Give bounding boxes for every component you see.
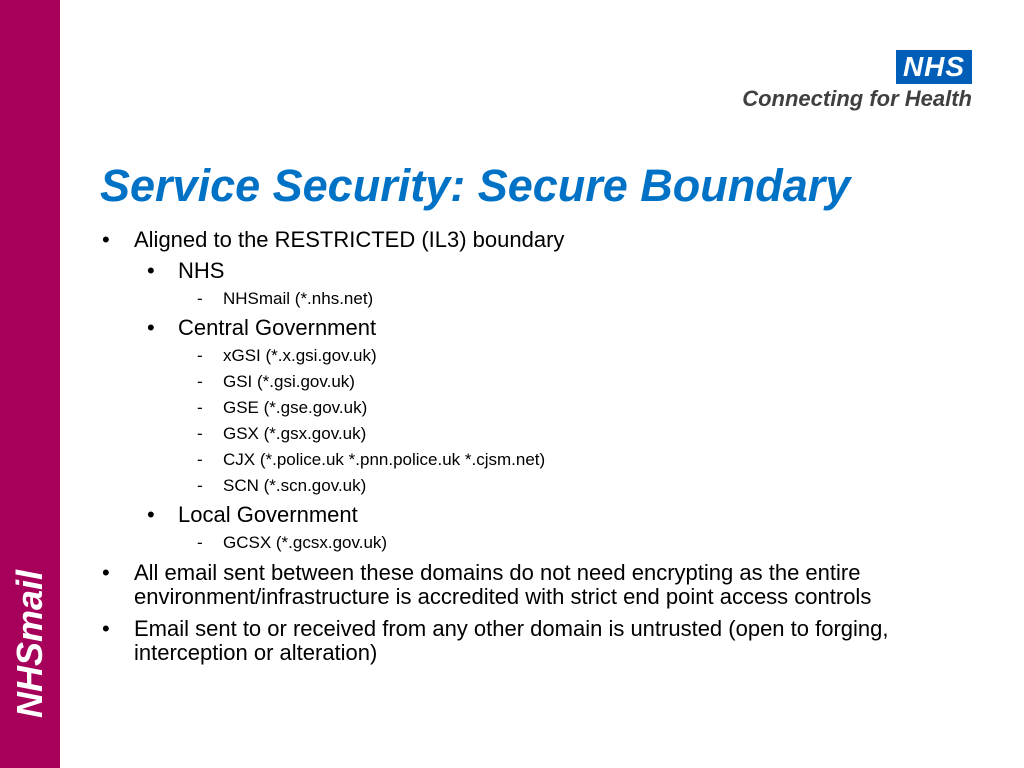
list-item — [100, 617, 970, 665]
list-item — [100, 533, 970, 553]
list-item — [100, 289, 970, 309]
list-item — [100, 346, 970, 366]
bullet-marker: • — [147, 315, 155, 340]
dash-marker: - — [197, 450, 203, 469]
dash-marker: - — [197, 398, 203, 417]
bullet-text: GSX (*.gsx.gov.uk) — [223, 424, 367, 443]
dash-marker: - — [197, 346, 203, 365]
nhs-badge: NHS — [896, 50, 972, 84]
list-item — [100, 424, 970, 444]
bullet-text: NHSmail (*.nhs.net) — [223, 289, 374, 308]
nhs-cfh-logo — [700, 50, 974, 114]
list-item — [100, 503, 970, 527]
list-item — [100, 476, 970, 496]
bullet-text: Email sent to or received from any other domain is untrusted (open to forging, interception or alteration) — [134, 616, 889, 665]
bullet-marker: • — [102, 616, 110, 641]
dash-marker: - — [197, 533, 203, 552]
bullet-text: GCSX (*.gcsx.gov.uk) — [223, 533, 388, 552]
bullet-text: xGSI (*.x.gsi.gov.uk) — [223, 346, 377, 365]
list-item — [100, 398, 970, 418]
bullet-marker: • — [147, 502, 155, 527]
bullet-marker: • — [102, 560, 110, 585]
list-item — [100, 561, 970, 609]
dash-marker: - — [197, 476, 203, 495]
bullet-list — [100, 226, 970, 665]
nhsmail-logo: NHSmail — [9, 569, 50, 719]
bullet-text: GSI (*.gsi.gov.uk) — [223, 372, 355, 391]
list-item — [100, 228, 970, 252]
bullet-text: Central Government — [178, 315, 377, 340]
bullet-text: GSE (*.gse.gov.uk) — [223, 398, 368, 417]
sidebar-band — [0, 0, 60, 768]
brand-tagline: Connecting for Health — [742, 86, 972, 111]
bullet-text: Aligned to the RESTRICTED (IL3) boundary — [134, 227, 565, 252]
list-item — [100, 372, 970, 392]
bullet-text: Local Government — [178, 502, 358, 527]
list-item — [100, 259, 970, 283]
dash-marker: - — [197, 372, 203, 391]
bullet-text: All email sent between these domains do not need encrypting as the entire environment/infrastructure is accredited with strict end point access controls — [134, 560, 872, 609]
bullet-text: NHS — [178, 258, 225, 283]
list-item — [100, 450, 970, 470]
slide-title: Service Security: Secure Boundary — [100, 160, 851, 211]
list-item — [100, 316, 970, 340]
bullet-text: SCN (*.scn.gov.uk) — [223, 476, 367, 495]
dash-marker: - — [197, 424, 203, 443]
bullet-text: CJX (*.police.uk *.pnn.police.uk *.cjsm.net) — [223, 450, 546, 469]
bullet-marker: • — [102, 227, 110, 252]
bullet-marker: • — [147, 258, 155, 283]
dash-marker: - — [197, 289, 203, 308]
